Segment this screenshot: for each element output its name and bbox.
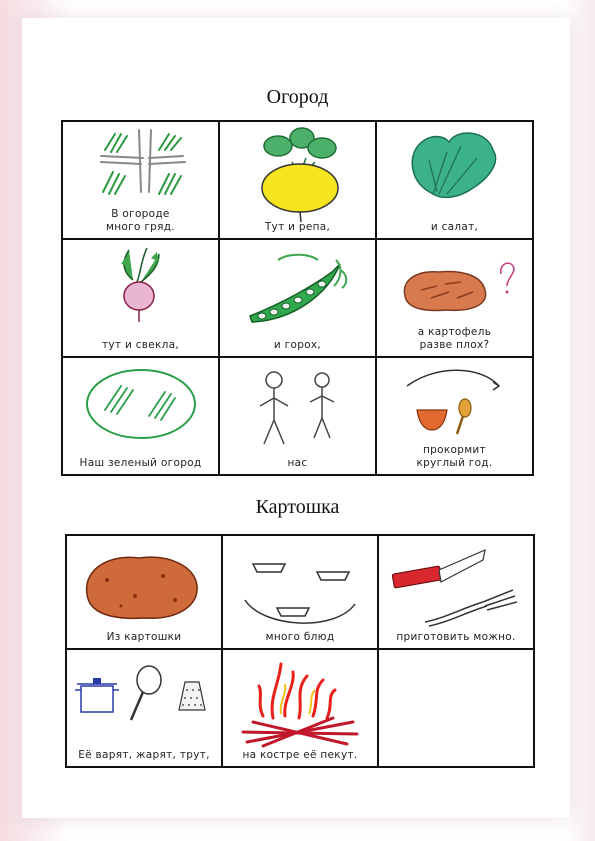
potato-cell-5 — [222, 649, 378, 767]
potato-cell-4 — [66, 649, 222, 767]
caption-can-cook: приготовить можно. — [396, 631, 516, 643]
caption-beet: тут и свекла, — [101, 339, 180, 351]
potato-picture-grid — [65, 534, 535, 768]
garden-cell-2 — [219, 121, 376, 239]
garden-cell-6 — [376, 239, 533, 357]
caption-garden-beds: В огороде много гряд. — [106, 208, 175, 233]
potato-cell-3 — [378, 535, 534, 649]
garden-cell-3 — [376, 121, 533, 239]
garden-cell-9 — [376, 357, 533, 475]
section-title-potato: Картошка — [255, 496, 340, 518]
caption-from-potato: Из картошки — [106, 631, 182, 643]
garden-cell-8 — [219, 357, 376, 475]
section-title-garden: Огород — [266, 86, 329, 108]
caption-feed-year: прокормит круглый год. — [416, 444, 493, 469]
caption-us: нас — [287, 457, 308, 469]
potato-cell-6-empty — [378, 649, 534, 767]
garden-cell-4 — [62, 239, 219, 357]
caption-bake-on-fire: на костре её пекут. — [242, 749, 358, 761]
caption-green-garden: Наш зеленый огород — [79, 457, 202, 469]
potato-cell-1 — [66, 535, 222, 649]
caption-potato-question: а картофель разве плох? — [417, 326, 492, 351]
caption-peas: и горох, — [273, 339, 322, 351]
caption-turnip: Тут и репа, — [264, 221, 331, 233]
garden-cell-5 — [219, 239, 376, 357]
garden-picture-grid — [61, 120, 534, 476]
garden-cell-7 — [62, 357, 219, 475]
caption-boil-fry-grate: Её варят, жарят, трут, — [78, 749, 210, 761]
garden-cell-1 — [62, 121, 219, 239]
caption-lettuce: и салат, — [430, 221, 479, 233]
potato-cell-2 — [222, 535, 378, 649]
caption-many-dishes: много блюд — [265, 631, 335, 643]
